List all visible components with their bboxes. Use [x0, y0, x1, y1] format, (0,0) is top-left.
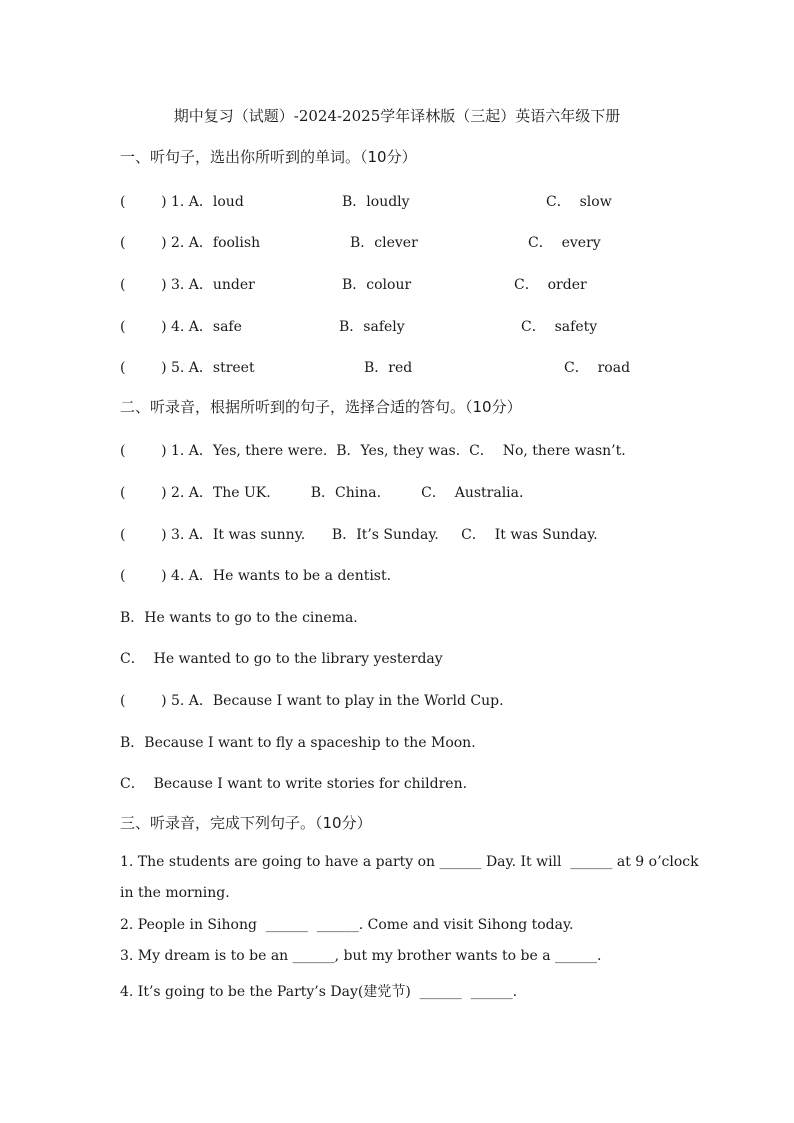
section-3-heading: 三、听录音，完成下列句子。（10分） — [120, 814, 372, 832]
s1-item-1-a: ( ) 1. A．loud — [120, 194, 244, 210]
s1-item-3-a: ( ) 3. A．under — [120, 277, 255, 293]
s3-line-5: 4. It’s going to be the Party’s Day(建党节) ______ ______. — [120, 984, 518, 1000]
s1-item-5-a: ( ) 5. A．street — [120, 360, 255, 376]
section-2-heading: 二、听录音，根据所听到的句子，选择合适的答句。（10分） — [120, 398, 522, 416]
s2-line-4: ( ) 4. A．He wants to be a dentist. — [120, 568, 392, 584]
s1-item-4-b: B．safely — [339, 319, 405, 335]
s1-item-3-c: C． order — [514, 277, 587, 293]
s2-line-8: B．Because I want to fly a spaceship to the Moon. — [120, 735, 476, 751]
document-title: 期中复习（试题）-2024-2025学年译林版（三起）英语六年级下册 — [173, 107, 621, 125]
s2-line-7: ( ) 5. A．Because I want to play in the World Cup. — [120, 693, 504, 709]
s3-line-4: 3. My dream is to be an ______, but my brother wants to be a ______. — [120, 948, 602, 964]
s1-item-5-c: C． road — [564, 360, 631, 376]
s1-item-1-c: C． slow — [546, 194, 612, 210]
s2-line-2: ( ) 2. A．The UK. B．China. C． Australia. — [120, 485, 524, 501]
s1-item-2-c: C． every — [528, 235, 601, 251]
s2-line-9: C． Because I want to write stories for children. — [120, 776, 468, 792]
s2-line-6: C． He wanted to go to the library yesterday — [120, 651, 443, 667]
s1-item-3-b: B．colour — [342, 277, 412, 293]
s2-line-1: ( ) 1. A．Yes, there were. B．Yes, they was. C． No, there wasn’t. — [120, 443, 626, 459]
s1-item-2-a: ( ) 2. A．foolish — [120, 235, 261, 251]
section-1-heading: 一、听句子，选出你所听到的单词。（10分） — [120, 148, 417, 166]
s1-item-5-b: B．red — [364, 360, 413, 376]
s2-line-3: ( ) 3. A．It was sunny. B．It’s Sunday. C． It was Sunday. — [120, 527, 598, 543]
s3-line-3: 2. People in Sihong ______ ______. Come and visit Sihong today. — [120, 917, 574, 933]
s1-item-4-c: C． safety — [521, 319, 598, 335]
s1-item-1-b: B．loudly — [342, 194, 410, 210]
s1-item-4-a: ( ) 4. A．safe — [120, 319, 242, 335]
s2-line-5: B．He wants to go to the cinema. — [120, 610, 358, 626]
s3-line-1: 1. The students are going to have a party on ______ Day. It will ______ at 9 o’clock — [120, 854, 699, 870]
s3-line-2: in the morning. — [120, 885, 230, 901]
s1-item-2-b: B．clever — [350, 235, 418, 251]
